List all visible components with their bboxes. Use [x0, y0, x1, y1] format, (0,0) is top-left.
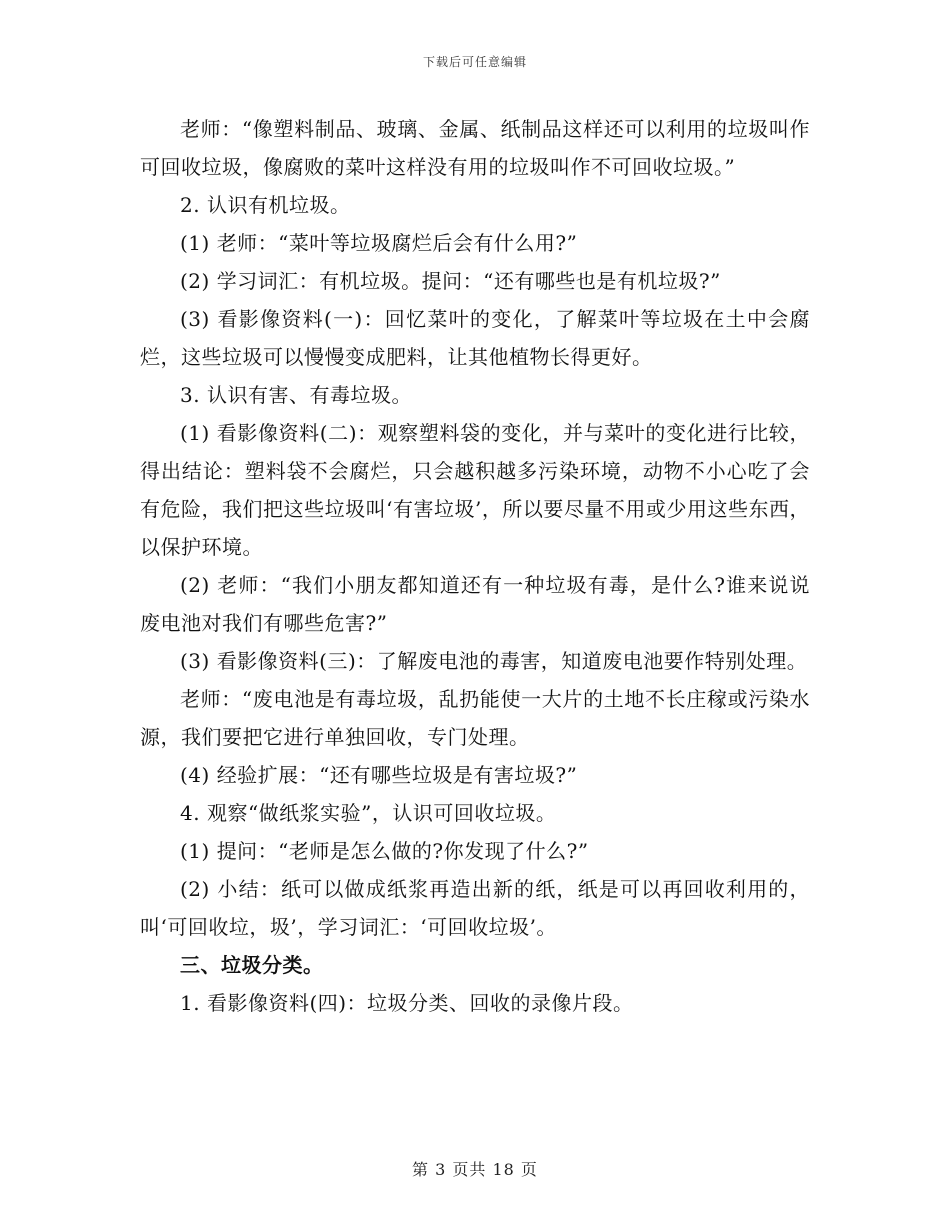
paragraph: 2. 认识有机垃圾。 — [180, 193, 351, 217]
paragraph: (2) 小结：纸可以做成纸浆再造出新的纸，纸是可以再回收利用的，叫‘可回收垃，圾’，学习词汇：‘可回收垃圾’。 — [140, 877, 810, 939]
paragraph: (1) 提问：“老师是怎么做的?你发现了什么?” — [180, 839, 589, 863]
paragraph: (3) 看影像资料(三)：了解废电池的毒害，知道废电池要作特别处理。 — [180, 649, 808, 673]
paragraph: 3. 认识有害、有毒垃圾。 — [180, 383, 412, 407]
paragraph: (3) 看影像资料(一)：回忆菜叶的变化，了解菜叶等垃圾在土中会腐烂，这些垃圾可以慢慢变成肥料，让其他植物长得更好。 — [140, 307, 810, 369]
paragraph: 老师：“像塑料制品、玻璃、金属、纸制品这样还可以利用的垃圾叫作可回收垃圾，像腐败的菜叶这样没有用的垃圾叫作不可回收垃圾。” — [140, 117, 810, 179]
paragraph: (1) 老师：“菜叶等垃圾腐烂后会有什么用?” — [180, 231, 578, 255]
paragraph: (4) 经验扩展：“还有哪些垃圾是有害垃圾?” — [180, 763, 578, 787]
page-number: 第 3 页共 18 页 — [412, 1160, 538, 1179]
document-body — [140, 110, 810, 1022]
paragraph: (2) 老师：“我们小朋友都知道还有一种垃圾有毒，是什么?谁来说说废电池对我们有哪些危害?” — [140, 573, 810, 635]
paragraph: (2) 学习词汇：有机垃圾。提问：“还有哪些也是有机垃圾?” — [180, 269, 721, 293]
page-header: 下载后可任意编辑 — [422, 55, 527, 69]
paragraph: 1. 看影像资料(四)：垃圾分类、回收的录像片段。 — [180, 991, 634, 1015]
paragraph: 老师：“废电池是有毒垃圾，乱扔能使一大片的土地不长庄稼或污染水源，我们要把它进行单独回收，专门处理。 — [140, 687, 810, 749]
paragraph: 4. 观察“做纸浆实验”，认识可回收垃圾。 — [180, 801, 557, 825]
section-heading: 三、垃圾分类。 — [180, 953, 324, 977]
paragraph: (1) 看影像资料(二)：观察塑料袋的变化，并与菜叶的变化进行比较，得出结论：塑料袋不会腐烂，只会越积越多污染环境，动物不小心吃了会有危险，我们把这些垃圾叫‘有害垃圾’，所以要尽量不用或少用这些东西，以保护环境。 — [140, 421, 810, 559]
